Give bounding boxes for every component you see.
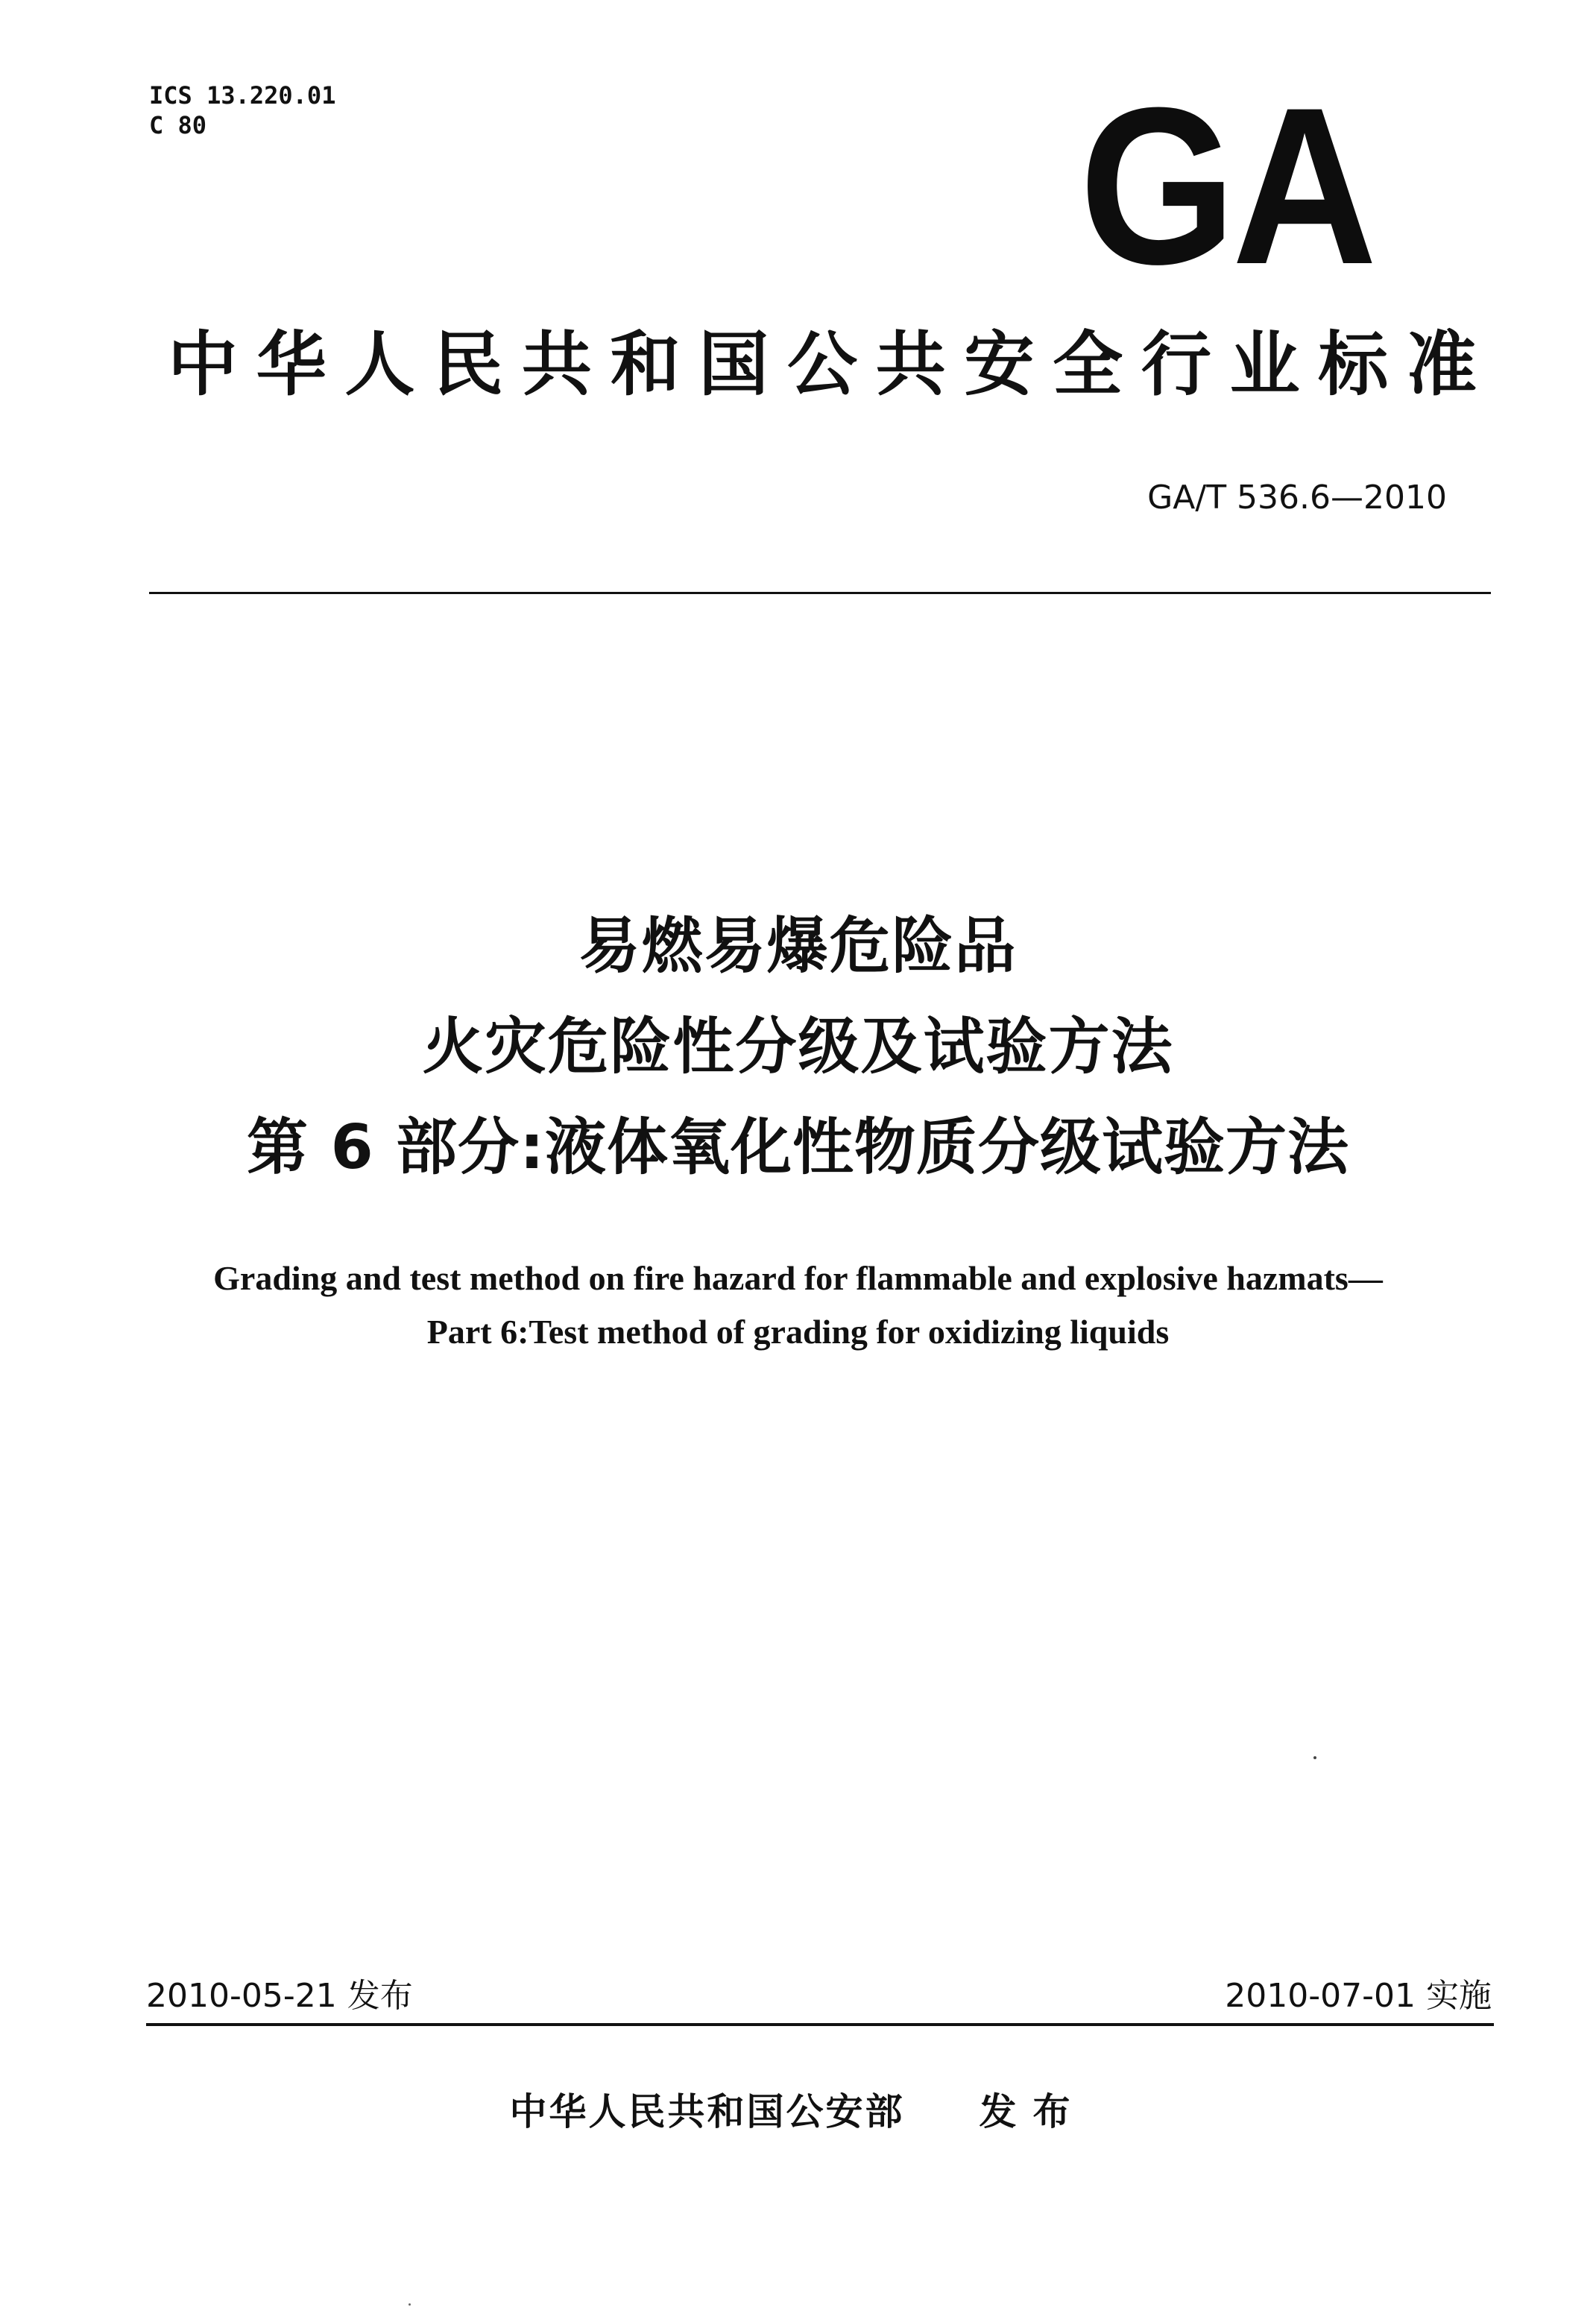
title-en-line2: Part 6:Test method of grading for oxidizing liquids: [426, 1313, 1170, 1351]
ga-logo: GA: [1079, 60, 1374, 311]
ccs-code: C 80: [149, 111, 207, 139]
classification-codes: [149, 81, 335, 140]
top-divider: [149, 592, 1491, 594]
title-cn-line2: 火灾危险性分级及试验方法: [422, 1012, 1174, 1082]
scan-speck: [1313, 1756, 1316, 1759]
issuer-line: [0, 2086, 1596, 2138]
scan-speck-bottom: [409, 2303, 411, 2306]
issue-date: 2010-05-21 发布: [146, 1977, 413, 2015]
issuer-action: 发布: [979, 2090, 1087, 2133]
standard-type-heading: 中华人民共和国公共安全行业标准: [168, 324, 1480, 406]
ics-code: ICS 13.220.01: [149, 81, 336, 110]
standard-number: GA/T 536.6—2010: [1147, 479, 1447, 517]
implementation-date: 2010-07-01 实施: [1225, 1977, 1492, 2015]
title-en-line1: Grading and test method on fire hazard for flammable and explosive hazmats—: [213, 1259, 1383, 1297]
title-cn-line3: 第 6 部分:液体氧化性物质分级试验方法: [247, 1112, 1349, 1183]
bottom-divider: [146, 2023, 1494, 2026]
issuer-organization: 中华人民共和国公安部: [509, 2090, 905, 2133]
title-cn-line1: 易燃易爆危险品: [578, 911, 1018, 982]
